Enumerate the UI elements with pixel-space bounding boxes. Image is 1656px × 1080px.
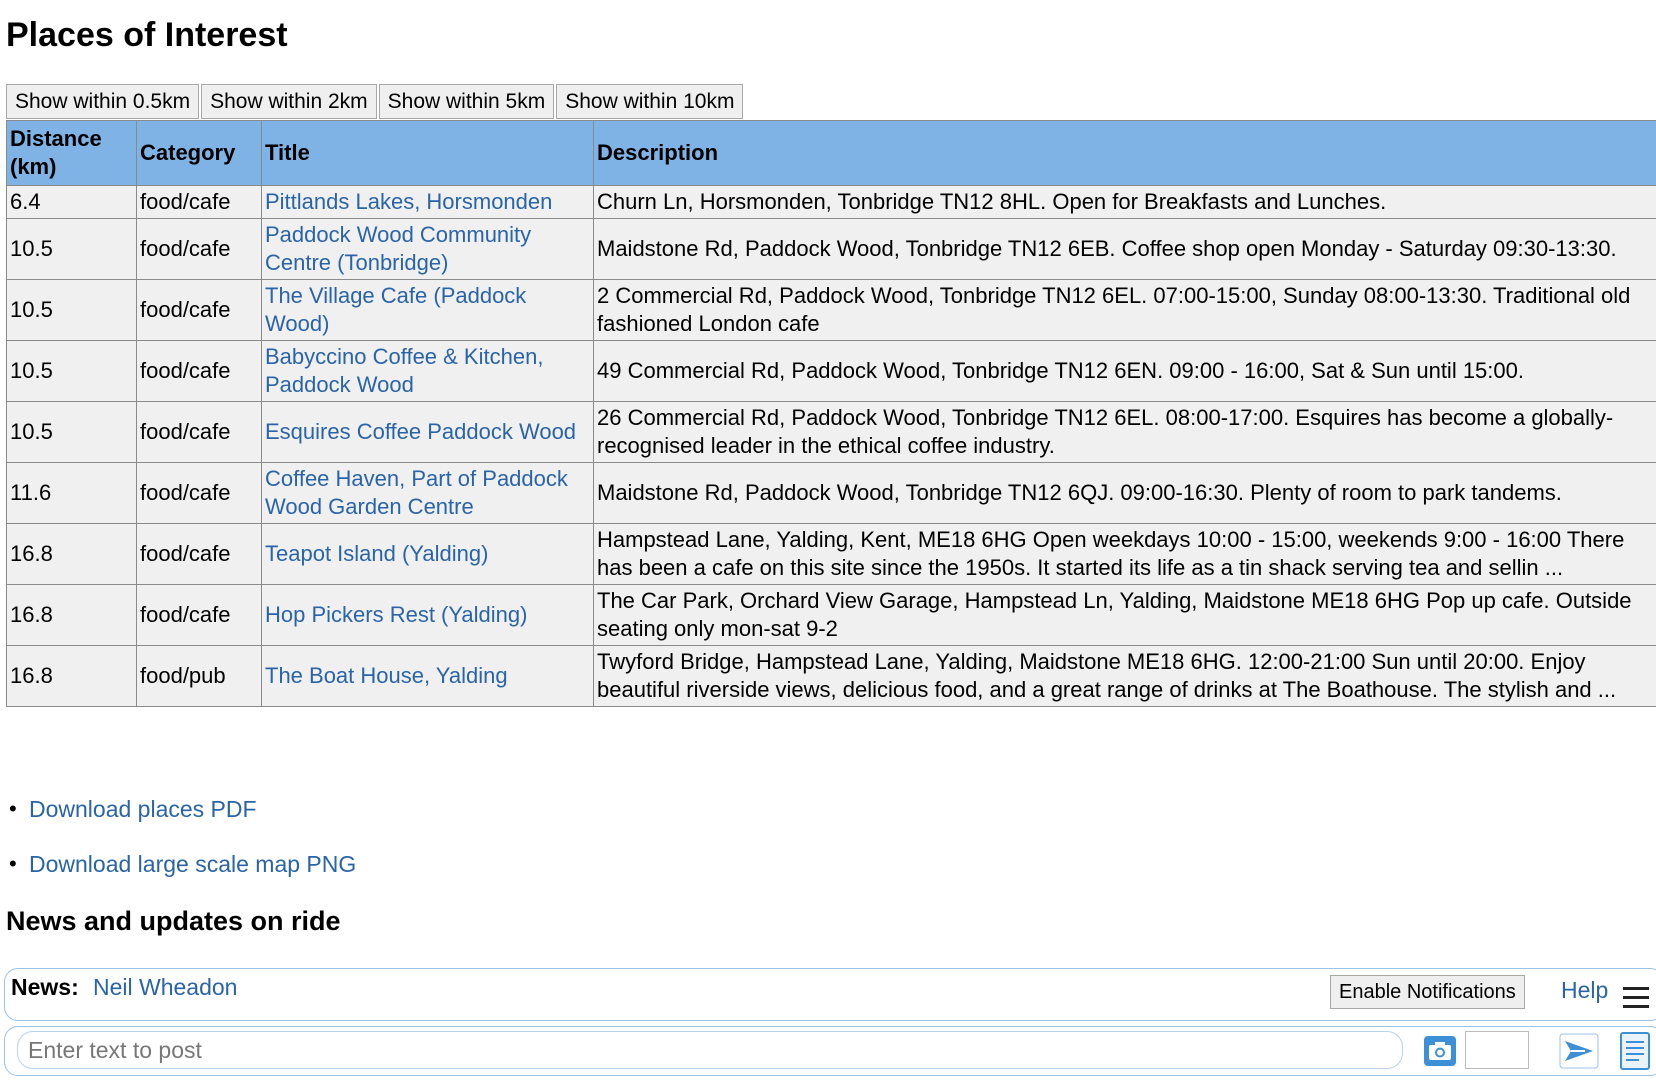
downloads-list bbox=[6, 796, 356, 906]
description-cell: The Car Park, Orchard View Garage, Hampstead Ln, Yalding, Maidstone ME18 6HG Pop up cafe. Outside seating only mon-sat 9-2 bbox=[594, 585, 1656, 646]
list-item bbox=[6, 796, 356, 851]
title-cell bbox=[262, 402, 594, 463]
place-title-link[interactable]: The Boat House, Yalding bbox=[265, 663, 508, 688]
table-row bbox=[7, 524, 1656, 585]
show-within-0-5km-button[interactable]: Show within 0.5km bbox=[6, 84, 199, 119]
description-cell: Maidstone Rd, Paddock Wood, Tonbridge TN12 6EB. Coffee shop open Monday - Saturday 09:30-13:30. bbox=[594, 219, 1656, 280]
place-title-link[interactable]: Pittlands Lakes, Horsmonden bbox=[265, 189, 553, 214]
news-label: News: bbox=[11, 974, 79, 1000]
news-bar bbox=[4, 968, 1656, 1021]
category-cell: food/cafe bbox=[137, 280, 262, 341]
description-cell: Hampstead Lane, Yalding, Kent, ME18 6HG Open weekdays 10:00 - 15:00, weekends 9:00 - 16:00 There has been a cafe on this site since the 1950s. It started its life as a tin shack serving tea and sellin ... bbox=[594, 524, 1656, 585]
title-cell bbox=[262, 524, 594, 585]
title-cell bbox=[262, 219, 594, 280]
place-title-link[interactable]: Paddock Wood Community Centre (Tonbridge) bbox=[265, 222, 532, 275]
camera-icon[interactable] bbox=[1423, 1035, 1457, 1067]
distance-cell: 10.5 bbox=[7, 219, 137, 280]
distance-cell: 10.5 bbox=[7, 341, 137, 402]
place-title-link[interactable]: Babyccino Coffee & Kitchen, Paddock Wood bbox=[265, 344, 544, 397]
download-map-png-link[interactable]: Download large scale map PNG bbox=[29, 851, 357, 877]
category-cell: food/cafe bbox=[137, 463, 262, 524]
distance-cell: 11.6 bbox=[7, 463, 137, 524]
header-title[interactable]: Title bbox=[262, 121, 594, 186]
show-within-10km-button[interactable]: Show within 10km bbox=[556, 84, 743, 119]
place-title-link[interactable]: Esquires Coffee Paddock Wood bbox=[265, 419, 577, 444]
page-title: Places of Interest bbox=[6, 16, 288, 54]
places-table bbox=[6, 120, 1656, 707]
table-row bbox=[7, 280, 1656, 341]
attachment-box[interactable] bbox=[1465, 1031, 1529, 1069]
header-category[interactable]: Category bbox=[137, 121, 262, 186]
category-cell: food/cafe bbox=[137, 585, 262, 646]
range-filter-bar bbox=[6, 84, 743, 119]
header-description[interactable]: Description bbox=[594, 121, 1656, 186]
header-distance[interactable]: Distance (km) bbox=[7, 121, 137, 186]
title-cell bbox=[262, 585, 594, 646]
category-cell: food/cafe bbox=[137, 524, 262, 585]
description-cell: Twyford Bridge, Hampstead Lane, Yalding, Maidstone ME18 6HG. 12:00-21:00 Sun until 20:00. Enjoy beautiful riverside views, delicious food, and a great range of drinks at The Boathouse. The stylish and ... bbox=[594, 646, 1656, 707]
download-places-pdf-link[interactable]: Download places PDF bbox=[29, 796, 257, 822]
table-row bbox=[7, 219, 1656, 280]
places-table-container[interactable] bbox=[6, 120, 1656, 766]
title-cell bbox=[262, 280, 594, 341]
distance-cell: 16.8 bbox=[7, 585, 137, 646]
description-cell: 49 Commercial Rd, Paddock Wood, Tonbridge TN12 6EN. 09:00 - 16:00, Sat & Sun until 15:00. bbox=[594, 341, 1656, 402]
title-cell bbox=[262, 341, 594, 402]
post-bar bbox=[4, 1026, 1656, 1076]
title-cell bbox=[262, 646, 594, 707]
show-within-2km-button[interactable]: Show within 2km bbox=[201, 84, 377, 119]
news-author-link[interactable]: Neil Wheadon bbox=[93, 974, 238, 1000]
help-link[interactable]: Help bbox=[1561, 977, 1609, 1003]
description-cell: 2 Commercial Rd, Paddock Wood, Tonbridge TN12 6EL. 07:00-15:00, Sunday 08:00-13:30. Traditional old fashioned London cafe bbox=[594, 280, 1656, 341]
category-cell: food/pub bbox=[137, 646, 262, 707]
title-cell bbox=[262, 463, 594, 524]
table-row bbox=[7, 341, 1656, 402]
show-within-5km-button[interactable]: Show within 5km bbox=[379, 84, 555, 119]
distance-cell: 16.8 bbox=[7, 646, 137, 707]
category-cell: food/cafe bbox=[137, 341, 262, 402]
table-row bbox=[7, 585, 1656, 646]
table-row bbox=[7, 463, 1656, 524]
table-row bbox=[7, 186, 1656, 219]
title-cell bbox=[262, 186, 594, 219]
menu-icon[interactable] bbox=[1623, 987, 1649, 1009]
category-cell: food/cafe bbox=[137, 219, 262, 280]
post-text-input[interactable] bbox=[17, 1031, 1403, 1069]
list-item bbox=[6, 851, 356, 906]
place-title-link[interactable]: Hop Pickers Rest (Yalding) bbox=[265, 602, 528, 627]
table-header-row bbox=[7, 121, 1656, 186]
description-cell: 26 Commercial Rd, Paddock Wood, Tonbridge TN12 6EL. 08:00-17:00. Esquires has become a globally-recognised leader in the ethical coffee industry. bbox=[594, 402, 1656, 463]
distance-cell: 6.4 bbox=[7, 186, 137, 219]
enable-notifications-button[interactable]: Enable Notifications bbox=[1330, 975, 1525, 1009]
category-cell: food/cafe bbox=[137, 186, 262, 219]
document-icon[interactable] bbox=[1617, 1031, 1653, 1071]
bullet-icon: • bbox=[9, 796, 17, 821]
distance-cell: 10.5 bbox=[7, 402, 137, 463]
table-row bbox=[7, 402, 1656, 463]
table-row bbox=[7, 646, 1656, 707]
place-title-link[interactable]: Teapot Island (Yalding) bbox=[265, 541, 489, 566]
send-icon[interactable] bbox=[1559, 1033, 1599, 1069]
place-title-link[interactable]: The Village Cafe (Paddock Wood) bbox=[265, 283, 527, 336]
distance-cell: 10.5 bbox=[7, 280, 137, 341]
description-cell: Churn Ln, Horsmonden, Tonbridge TN12 8HL. Open for Breakfasts and Lunches. bbox=[594, 186, 1656, 219]
news-heading: News and updates on ride bbox=[6, 906, 341, 936]
distance-cell: 16.8 bbox=[7, 524, 137, 585]
bullet-icon: • bbox=[9, 851, 17, 876]
description-cell: Maidstone Rd, Paddock Wood, Tonbridge TN12 6QJ. 09:00-16:30. Plenty of room to park tandems. bbox=[594, 463, 1656, 524]
place-title-link[interactable]: Coffee Haven, Part of Paddock Wood Garden Centre bbox=[265, 466, 568, 519]
category-cell: food/cafe bbox=[137, 402, 262, 463]
